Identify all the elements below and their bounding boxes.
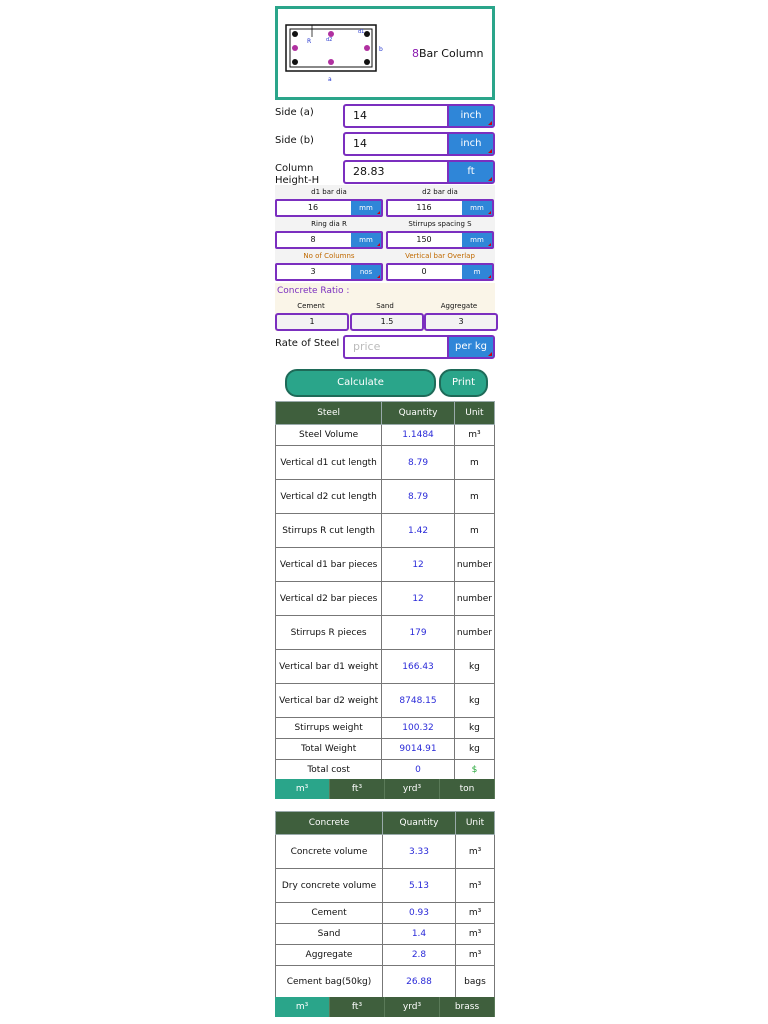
concrete-tab-ft3[interactable]: ft³ <box>330 997 385 1017</box>
label-a: a <box>328 76 332 83</box>
d1-value: 16 <box>307 203 319 212</box>
stirrups-spacing-label: Stirrups spacing S <box>408 220 472 228</box>
d1-label: d1 bar dia <box>311 188 347 196</box>
side-b-value: 14 <box>353 137 367 150</box>
table-row <box>276 966 495 999</box>
table-row <box>276 869 495 903</box>
table-row <box>276 835 495 869</box>
side-a-row <box>275 104 495 126</box>
side-b-row <box>275 132 495 154</box>
concrete-unit-tabs <box>275 997 495 1017</box>
row-label: Vertical bar d1 weight <box>276 650 382 684</box>
vertical-overlap-unit-selector[interactable]: m <box>462 265 492 279</box>
ratio-cement-input[interactable]: 1 <box>275 313 349 331</box>
side-a-input[interactable] <box>343 104 495 128</box>
column-diagram <box>275 6 495 100</box>
row-quantity: 2.8 <box>383 945 456 966</box>
row-label: Vertical d1 cut length <box>276 446 382 480</box>
row-label: Concrete volume <box>276 835 383 869</box>
row-unit: number <box>454 582 494 616</box>
vertical-overlap-value: 0 <box>421 267 427 276</box>
row-unit: m³ <box>456 945 495 966</box>
row-unit: kg <box>454 650 494 684</box>
row-quantity: 12 <box>382 548 455 582</box>
row-unit: m <box>454 480 494 514</box>
column-cross-section-icon <box>284 23 384 85</box>
table-row <box>276 924 495 945</box>
steel-rate-input[interactable] <box>343 335 495 359</box>
side-a-value: 14 <box>353 109 367 122</box>
ring-dia-input[interactable] <box>275 231 383 249</box>
row-unit: m <box>454 514 494 548</box>
d2-unit-selector[interactable]: mm <box>462 201 492 215</box>
row-quantity: 12 <box>382 582 455 616</box>
d2-input[interactable] <box>386 199 494 217</box>
stirrups-spacing-value: 150 <box>416 235 432 244</box>
d1-unit-selector[interactable]: mm <box>351 201 381 215</box>
row-quantity: 179 <box>382 616 455 650</box>
row-label: Stirrups weight <box>276 718 382 739</box>
table-row <box>276 739 495 760</box>
row-unit: m³ <box>456 835 495 869</box>
row-unit: m <box>454 446 494 480</box>
steel-unit-tabs <box>275 779 495 799</box>
column-height-row <box>275 160 495 185</box>
d1-input[interactable] <box>275 199 383 217</box>
table-row <box>276 548 495 582</box>
label-d2: d2 <box>326 37 333 43</box>
concrete-ratio-title: Concrete Ratio : <box>277 286 350 296</box>
table-row <box>276 650 495 684</box>
row-label: Vertical d2 cut length <box>276 480 382 514</box>
ratio-aggregate-label: Aggregate <box>440 302 478 310</box>
vertical-overlap-label: Vertical bar Overlap <box>405 252 475 260</box>
steel-tab-m3[interactable]: m³ <box>275 779 330 799</box>
row-quantity: 5.13 <box>383 869 456 903</box>
calculate-button[interactable]: Calculate <box>285 369 436 397</box>
row-unit: m³ <box>456 924 495 945</box>
ring-dia-unit-selector[interactable]: mm <box>351 233 381 247</box>
row-unit: kg <box>454 718 494 739</box>
row-label: Sand <box>276 924 383 945</box>
d2-value: 116 <box>416 203 432 212</box>
ratio-sand-label: Sand <box>376 302 394 310</box>
row-label: Total Weight <box>276 739 382 760</box>
row-quantity: 26.88 <box>383 966 456 999</box>
unit-header: Unit <box>454 402 494 425</box>
steel-tab-ft3[interactable]: ft³ <box>330 779 385 799</box>
row-quantity: 8.79 <box>382 480 455 514</box>
concrete-unit-header: Unit <box>456 812 495 835</box>
row-label: Aggregate <box>276 945 383 966</box>
row-quantity: 1.1484 <box>382 425 455 446</box>
ratio-aggregate-input[interactable]: 3 <box>424 313 498 331</box>
concrete-tab-m3[interactable]: m³ <box>275 997 330 1017</box>
table-row <box>276 760 495 781</box>
side-b-label: Side (b) <box>275 135 314 146</box>
table-row <box>276 514 495 548</box>
ratio-cement-label: Cement <box>297 302 325 310</box>
row-label: Stirrups R cut length <box>276 514 382 548</box>
row-unit: kg <box>454 739 494 760</box>
bar-text: Bar Column <box>419 47 484 60</box>
row-quantity: 100.32 <box>382 718 455 739</box>
row-quantity: 0 <box>382 760 455 781</box>
concrete-header: Concrete <box>276 812 383 835</box>
ratio-sand-input[interactable]: 1.5 <box>350 313 424 331</box>
no-of-columns-value: 3 <box>310 267 316 276</box>
table-row <box>276 446 495 480</box>
concrete-results-table <box>275 811 495 999</box>
steel-rate-placeholder: price <box>353 340 381 353</box>
concrete-tab-yrd3[interactable]: yrd³ <box>385 997 440 1017</box>
no-of-columns-input[interactable] <box>275 263 383 281</box>
row-quantity: 0.93 <box>383 903 456 924</box>
column-height-value: 28.83 <box>353 165 385 178</box>
row-unit: m³ <box>456 869 495 903</box>
row-unit: kg <box>454 684 494 718</box>
table-row <box>276 582 495 616</box>
side-b-unit-selector[interactable]: inch <box>447 134 493 154</box>
table-row <box>276 903 495 924</box>
concrete-tab-brass[interactable]: brass <box>440 997 495 1017</box>
d2-label: d2 bar dia <box>422 188 458 196</box>
steel-rate-unit-selector[interactable]: per kg <box>447 337 493 357</box>
row-unit: m³ <box>456 903 495 924</box>
column-height-label: Column Height-H <box>275 163 320 185</box>
no-of-columns-unit[interactable]: nos <box>351 265 381 279</box>
row-label: Steel Volume <box>276 425 382 446</box>
label-d1: d1 <box>358 29 365 35</box>
row-unit: bags <box>456 966 495 999</box>
row-quantity: 8.79 <box>382 446 455 480</box>
steel-tab-yrd3[interactable]: yrd³ <box>385 779 440 799</box>
row-label: Vertical bar d2 weight <box>276 684 382 718</box>
column-height-unit-selector[interactable]: ft <box>447 162 493 182</box>
row-label: Vertical d2 bar pieces <box>276 582 382 616</box>
label-R: R <box>307 38 312 45</box>
bar-column-label <box>412 47 483 60</box>
stirrups-spacing-input[interactable] <box>386 231 494 249</box>
row-label: Cement bag(50kg) <box>276 966 383 999</box>
side-b-input[interactable] <box>343 132 495 156</box>
quantity-header: Quantity <box>382 402 455 425</box>
row-quantity: 8748.15 <box>382 684 455 718</box>
steel-header: Steel <box>276 402 382 425</box>
no-of-columns-label: No of Columns <box>303 252 355 260</box>
steel-rate-row <box>275 335 495 357</box>
row-label: Total cost <box>276 760 382 781</box>
row-label: Cement <box>276 903 383 924</box>
row-label: Dry concrete volume <box>276 869 383 903</box>
row-unit: m³ <box>454 425 494 446</box>
vertical-overlap-input[interactable] <box>386 263 494 281</box>
table-row <box>276 945 495 966</box>
table-row <box>276 480 495 514</box>
stirrups-spacing-unit-selector[interactable]: mm <box>462 233 492 247</box>
column-height-input[interactable] <box>343 160 495 184</box>
steel-results-table <box>275 401 495 781</box>
row-quantity: 1.4 <box>383 924 456 945</box>
steel-tab-ton[interactable]: ton <box>440 779 495 799</box>
concrete-quantity-header: Quantity <box>383 812 456 835</box>
row-quantity: 3.33 <box>383 835 456 869</box>
row-quantity: 1.42 <box>382 514 455 548</box>
row-label: Vertical d1 bar pieces <box>276 548 382 582</box>
row-unit: number <box>454 616 494 650</box>
steel-rate-label: Rate of Steel <box>275 338 340 349</box>
table-row <box>276 425 495 446</box>
ring-dia-value: 8 <box>310 235 316 244</box>
row-unit: number <box>454 548 494 582</box>
row-quantity: 9014.91 <box>382 739 455 760</box>
side-a-label: Side (a) <box>275 107 314 118</box>
row-label: Stirrups R pieces <box>276 616 382 650</box>
label-b: b <box>379 46 383 53</box>
table-row <box>276 616 495 650</box>
row-quantity: 166.43 <box>382 650 455 684</box>
table-row <box>276 718 495 739</box>
row-unit: $ <box>454 760 494 781</box>
side-a-unit-selector[interactable]: inch <box>447 106 493 126</box>
bar-count: 8 <box>412 47 419 60</box>
table-row <box>276 684 495 718</box>
print-button[interactable]: Print <box>439 369 488 397</box>
ring-dia-label: Ring dia R <box>311 220 347 228</box>
